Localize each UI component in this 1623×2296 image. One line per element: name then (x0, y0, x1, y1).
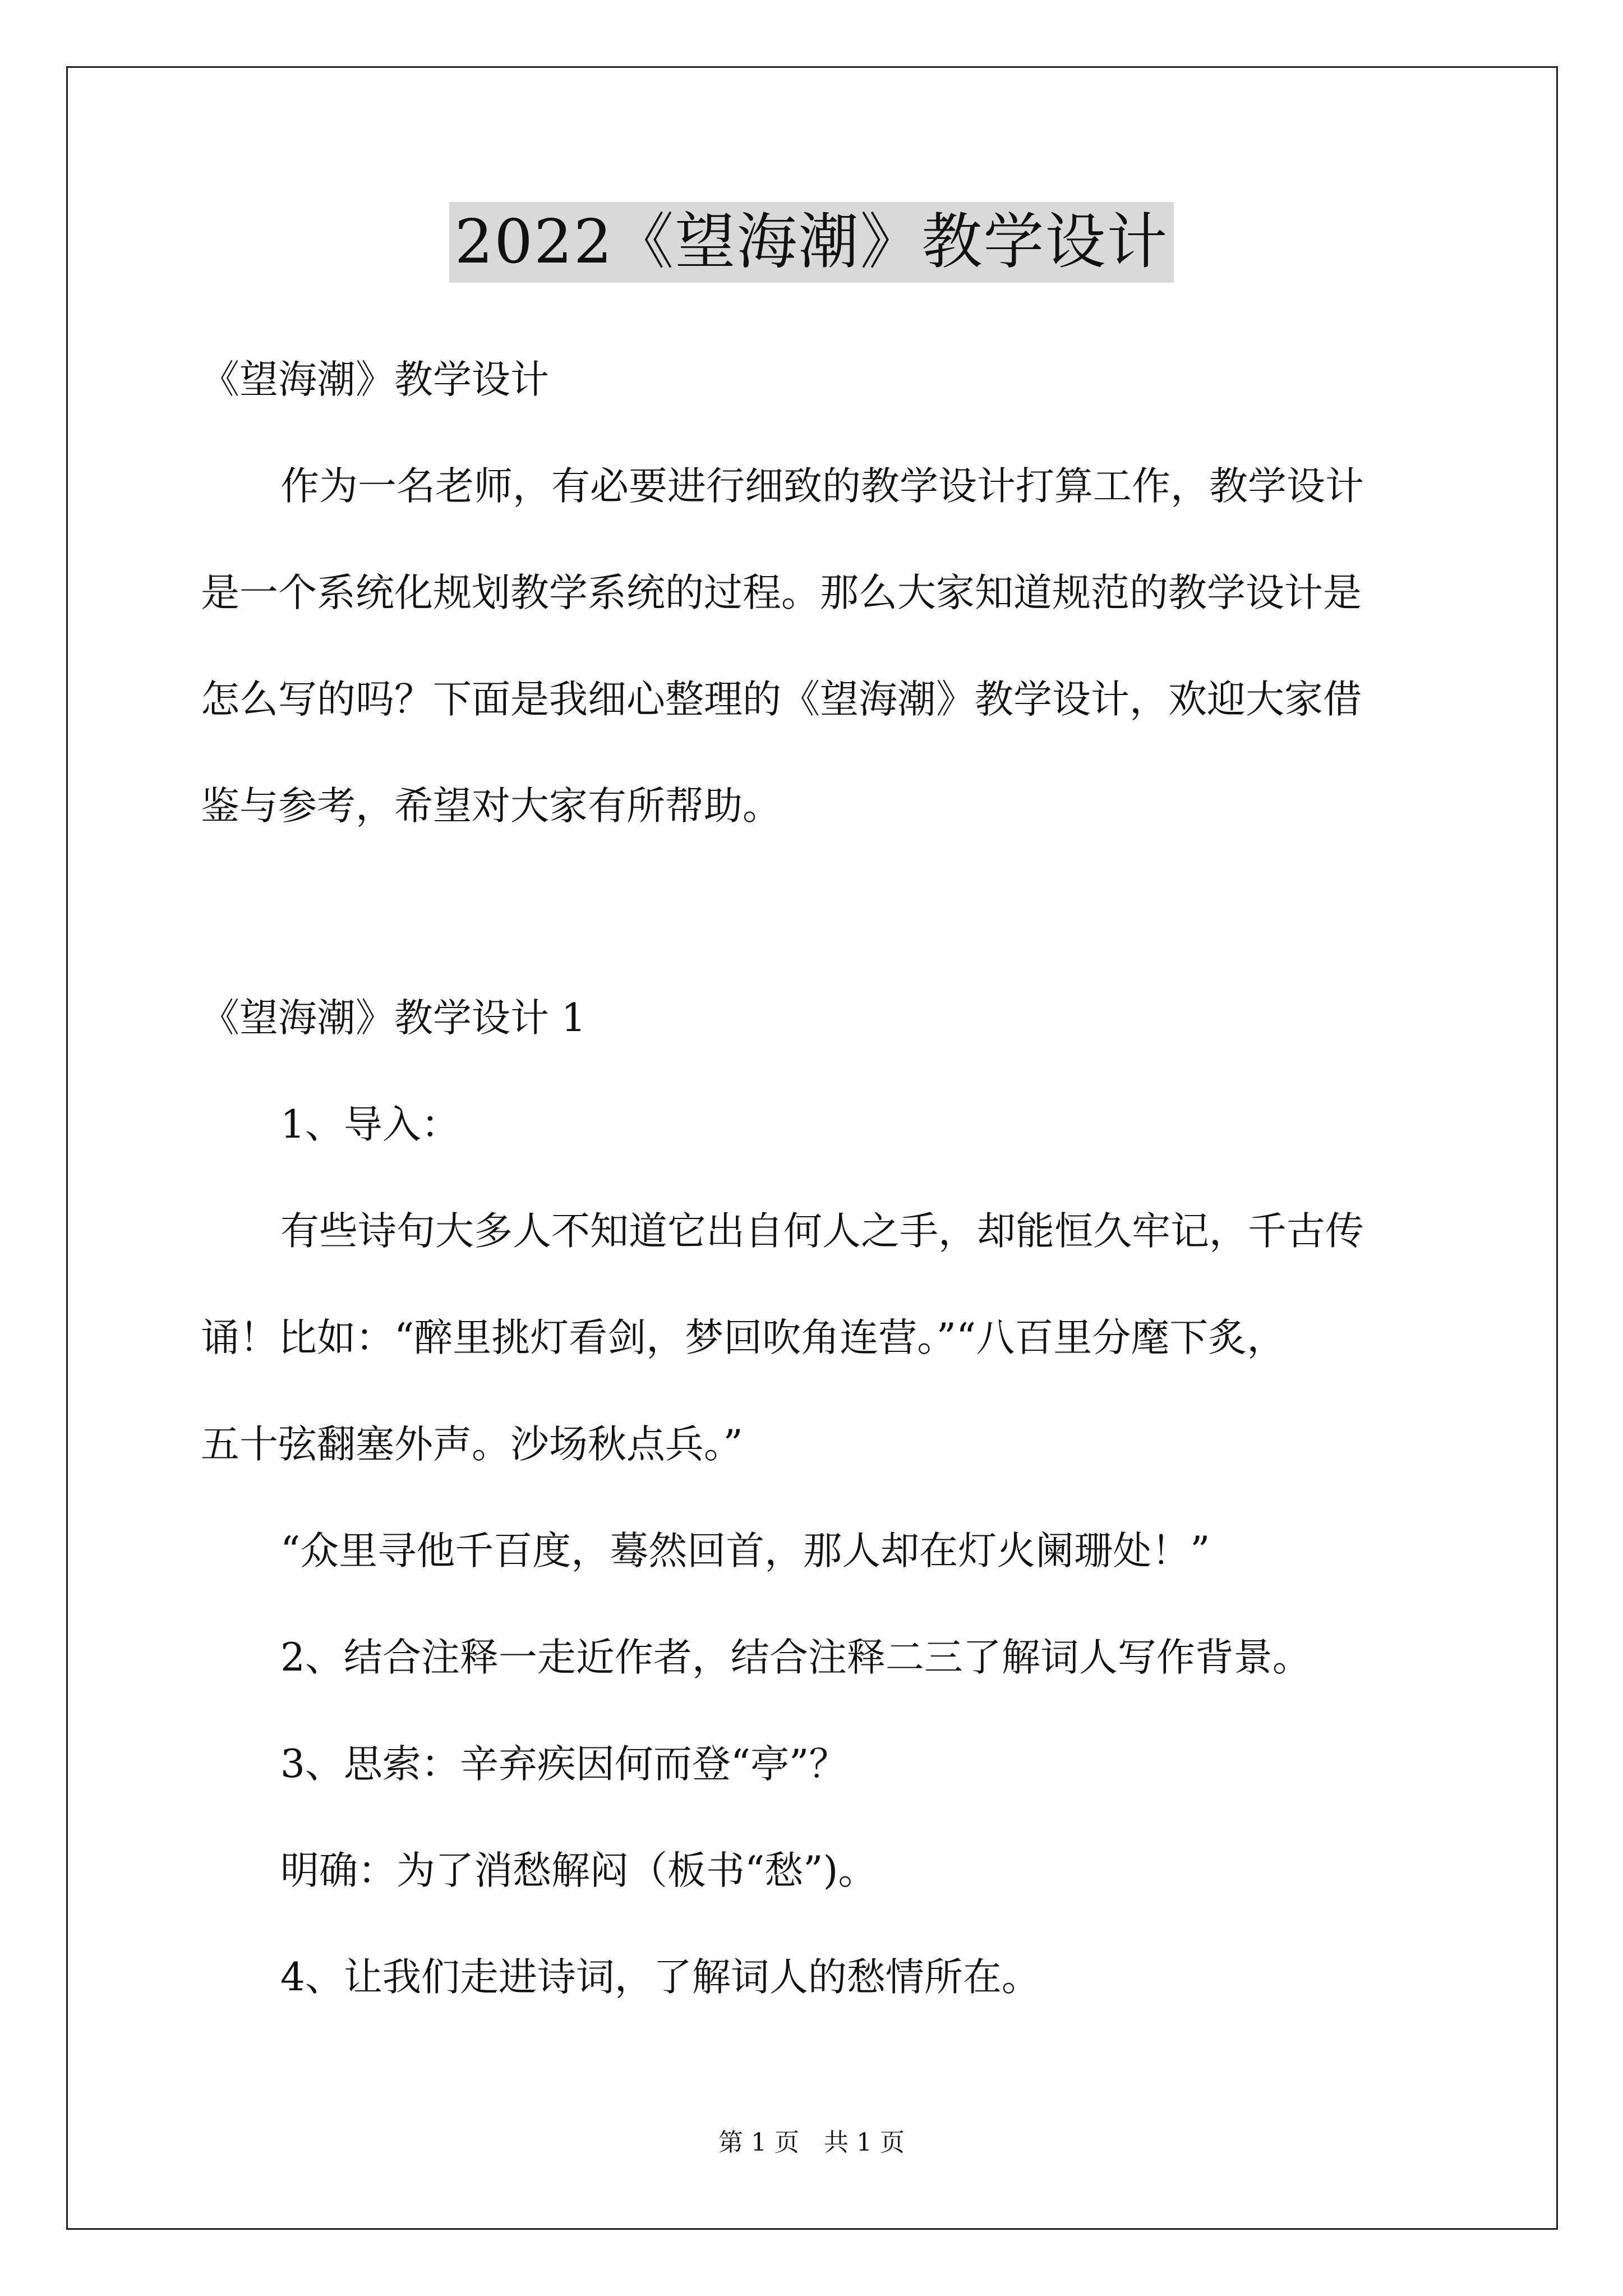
section-heading: 《望海潮》教学设计 1 (201, 996, 586, 1041)
page-footer: 第 1 页 共 1 页 (718, 2128, 905, 2157)
document-title: 2022《望海潮》教学设计 (449, 202, 1174, 283)
step-line: 4、让我们走进诗词，了解词人的愁情所在。 (280, 1955, 1040, 2000)
intro-paragraph-line: 是一个系统化规划教学系统的过程。那么大家知道规范的教学设计是 (201, 570, 1362, 615)
step-heading: 1、导入： (280, 1102, 460, 1147)
body-paragraph-line: 五十弦翻塞外声。沙场秋点兵。” (201, 1422, 743, 1467)
step-line: 3、思索：辛弃疾因何而登“亭”？ (280, 1742, 848, 1787)
section-heading: 《望海潮》教学设计 (201, 357, 549, 402)
body-paragraph-line: 有些诗句大多人不知道它出自何人之手，却能恒久牢记，千古传 (280, 1209, 1364, 1254)
answer-line: 明确：为了消愁解闷（板书“愁”)。 (280, 1848, 877, 1893)
step-line: 2、结合注释一走近作者，结合注释二三了解词人写作背景。 (280, 1635, 1311, 1680)
intro-paragraph-line: 鉴与参考，希望对大家有所帮助。 (201, 784, 781, 829)
intro-paragraph-line: 怎么写的吗？下面是我细心整理的《望海潮》教学设计，欢迎大家借 (201, 677, 1362, 722)
quote-line: “众里寻他千百度，蓦然回首，那人却在灯火阑珊处！” (280, 1529, 1210, 1573)
intro-paragraph-line: 作为一名老师，有必要进行细致的教学设计打算工作，教学设计 (280, 464, 1364, 509)
title-wrap (0, 202, 1623, 283)
body-paragraph-line: 诵！比如：“醉里挑灯看剑，梦回吹角连营。”“八百里分麾下炙， (201, 1315, 1286, 1360)
